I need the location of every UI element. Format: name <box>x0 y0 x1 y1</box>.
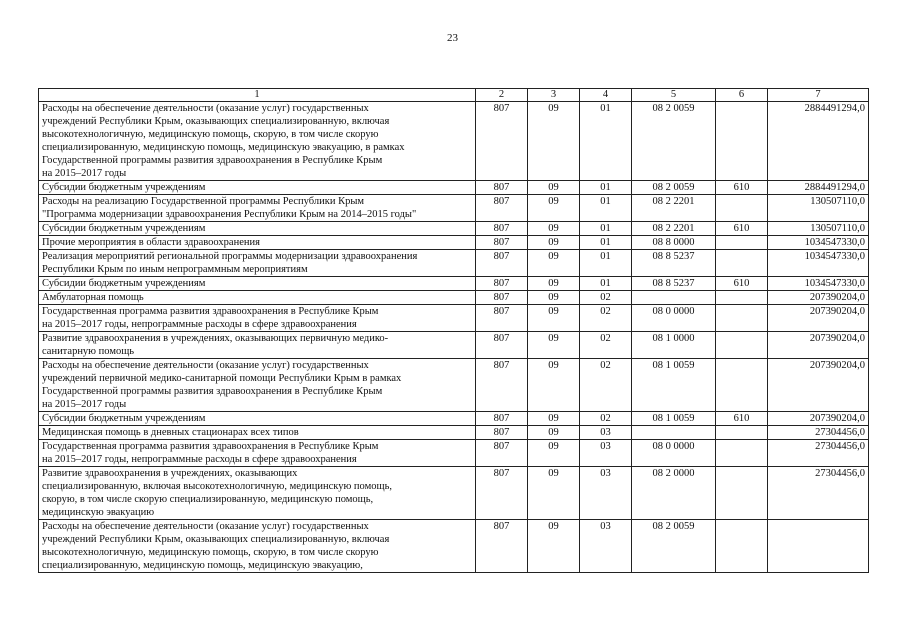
table-row <box>39 359 869 412</box>
line-item-name: Развитие здравоохранения в учреждениях, оказывающих специализированную, включая высокотехнологичную, медицинскую помощь, скорую, в том числе скорую специализированную, медицинскую помощь, медицинскую эвакуацию <box>39 467 476 520</box>
cell-col-2: 807 <box>476 520 528 573</box>
cell-col-6 <box>716 291 768 305</box>
table-row <box>39 332 869 359</box>
cell-col-2: 807 <box>476 250 528 277</box>
cell-col-5: 08 2 2201 <box>632 195 716 222</box>
cell-col-5: 08 2 0059 <box>632 520 716 573</box>
table-row <box>39 222 869 236</box>
cell-col-6: 610 <box>716 277 768 291</box>
cell-amount: 1034547330,0 <box>768 236 869 250</box>
cell-col-6 <box>716 467 768 520</box>
cell-amount: 27304456,0 <box>768 440 869 467</box>
table-row <box>39 426 869 440</box>
cell-col-5: 08 2 0059 <box>632 181 716 195</box>
cell-col-3: 09 <box>528 250 580 277</box>
cell-col-3: 09 <box>528 467 580 520</box>
line-item-name: Расходы на обеспечение деятельности (оказание услуг) государственных учреждений Республики Крым, оказывающих специализированную, включая высокотехнологичную, медицинскую помощь, скорую, в том числе скорую специализированную, медицинскую помощь, медицинскую эвакуацию, в рамках Государственной программы развития здравоохранения в Республике Крым на 2015–2017 годы <box>39 102 476 181</box>
cell-amount: 130507110,0 <box>768 222 869 236</box>
cell-col-3: 09 <box>528 277 580 291</box>
cell-amount: 1034547330,0 <box>768 250 869 277</box>
cell-col-2: 807 <box>476 102 528 181</box>
cell-col-3: 09 <box>528 440 580 467</box>
cell-col-3: 09 <box>528 412 580 426</box>
cell-col-2: 807 <box>476 412 528 426</box>
cell-col-4: 01 <box>580 195 632 222</box>
cell-col-6: 610 <box>716 222 768 236</box>
header-cell: 2 <box>476 89 528 102</box>
cell-amount: 1034547330,0 <box>768 277 869 291</box>
cell-col-4: 03 <box>580 520 632 573</box>
cell-col-6 <box>716 426 768 440</box>
cell-col-2: 807 <box>476 291 528 305</box>
cell-col-2: 807 <box>476 332 528 359</box>
table-row <box>39 277 869 291</box>
cell-col-5 <box>632 291 716 305</box>
table-row <box>39 181 869 195</box>
cell-col-5: 08 1 0059 <box>632 412 716 426</box>
cell-col-6 <box>716 305 768 332</box>
line-item-name: Субсидии бюджетным учреждениям <box>39 222 476 236</box>
cell-col-4: 03 <box>580 440 632 467</box>
cell-col-6 <box>716 359 768 412</box>
cell-col-5: 08 2 2201 <box>632 222 716 236</box>
cell-amount: 207390204,0 <box>768 359 869 412</box>
cell-col-3: 09 <box>528 195 580 222</box>
cell-col-3: 09 <box>528 291 580 305</box>
cell-col-4: 02 <box>580 305 632 332</box>
line-item-name: Субсидии бюджетным учреждениям <box>39 277 476 291</box>
table-row <box>39 412 869 426</box>
budget-table <box>38 88 869 573</box>
cell-col-4: 02 <box>580 359 632 412</box>
line-item-name: Государственная программа развития здравоохранения в Республике Крым на 2015–2017 годы, непрограммные расходы в сфере здравоохранения <box>39 440 476 467</box>
table-body <box>39 102 869 573</box>
table-row <box>39 467 869 520</box>
cell-col-5: 08 2 0000 <box>632 467 716 520</box>
cell-col-3: 09 <box>528 305 580 332</box>
cell-col-4: 01 <box>580 277 632 291</box>
cell-amount <box>768 520 869 573</box>
cell-col-6 <box>716 520 768 573</box>
line-item-name: Субсидии бюджетным учреждениям <box>39 181 476 195</box>
cell-col-6: 610 <box>716 181 768 195</box>
cell-col-5: 08 2 0059 <box>632 102 716 181</box>
cell-col-6 <box>716 332 768 359</box>
cell-amount: 2884491294,0 <box>768 181 869 195</box>
cell-col-6 <box>716 102 768 181</box>
cell-amount: 207390204,0 <box>768 332 869 359</box>
cell-col-2: 807 <box>476 236 528 250</box>
table-row <box>39 195 869 222</box>
table-row <box>39 440 869 467</box>
header-cell: 3 <box>528 89 580 102</box>
cell-col-2: 807 <box>476 440 528 467</box>
cell-col-5 <box>632 426 716 440</box>
cell-col-4: 02 <box>580 332 632 359</box>
table-row <box>39 520 869 573</box>
table-row <box>39 102 869 181</box>
line-item-name: Государственная программа развития здравоохранения в Республике Крым на 2015–2017 годы, непрограммные расходы в сфере здравоохранения <box>39 305 476 332</box>
cell-col-3: 09 <box>528 181 580 195</box>
cell-amount: 207390204,0 <box>768 291 869 305</box>
cell-col-2: 807 <box>476 359 528 412</box>
table-row <box>39 236 869 250</box>
cell-col-5: 08 0 0000 <box>632 440 716 467</box>
cell-col-5: 08 0 0000 <box>632 305 716 332</box>
cell-col-6 <box>716 440 768 467</box>
header-row <box>39 89 869 102</box>
cell-amount: 207390204,0 <box>768 305 869 332</box>
table-row <box>39 305 869 332</box>
cell-amount: 130507110,0 <box>768 195 869 222</box>
page-number: 23 <box>447 32 458 44</box>
header-cell: 5 <box>632 89 716 102</box>
line-item-name: Развитие здравоохранения в учреждениях, оказывающих первичную медико- санитарную помощь <box>39 332 476 359</box>
cell-col-4: 01 <box>580 222 632 236</box>
cell-amount: 27304456,0 <box>768 467 869 520</box>
line-item-name: Медицинская помощь в дневных стационарах всех типов <box>39 426 476 440</box>
header-cell: 4 <box>580 89 632 102</box>
line-item-name: Прочие мероприятия в области здравоохранения <box>39 236 476 250</box>
cell-col-6 <box>716 236 768 250</box>
cell-col-6: 610 <box>716 412 768 426</box>
cell-col-6 <box>716 195 768 222</box>
line-item-name: Реализация мероприятий региональной программы модернизации здравоохранения Республики Крым по иным непрограммным мероприятиям <box>39 250 476 277</box>
cell-col-3: 09 <box>528 426 580 440</box>
cell-col-3: 09 <box>528 222 580 236</box>
cell-col-5: 08 8 5237 <box>632 277 716 291</box>
line-item-name: Расходы на обеспечение деятельности (оказание услуг) государственных учреждений Республики Крым, оказывающих специализированную, включая высокотехнологичную, медицинскую помощь, скорую, в том числе скорую специализированную, медицинскую помощь, медицинскую эвакуацию, <box>39 520 476 573</box>
cell-col-4: 01 <box>580 102 632 181</box>
header-cell: 6 <box>716 89 768 102</box>
cell-col-2: 807 <box>476 195 528 222</box>
table-row <box>39 250 869 277</box>
cell-col-4: 02 <box>580 412 632 426</box>
cell-amount: 27304456,0 <box>768 426 869 440</box>
cell-col-4: 03 <box>580 426 632 440</box>
cell-col-4: 01 <box>580 236 632 250</box>
cell-col-4: 02 <box>580 291 632 305</box>
line-item-name: Расходы на обеспечение деятельности (оказание услуг) государственных учреждений первичной медико-санитарной помощи Республики Крым в рамках Государственной программы развития здравоохранения в Республике Крым на 2015–2017 годы <box>39 359 476 412</box>
cell-col-5: 08 8 0000 <box>632 236 716 250</box>
cell-col-2: 807 <box>476 277 528 291</box>
cell-col-4: 01 <box>580 181 632 195</box>
cell-col-2: 807 <box>476 426 528 440</box>
cell-col-2: 807 <box>476 305 528 332</box>
cell-col-3: 09 <box>528 332 580 359</box>
cell-col-6 <box>716 250 768 277</box>
header-cell: 7 <box>768 89 869 102</box>
cell-amount: 207390204,0 <box>768 412 869 426</box>
line-item-name: Субсидии бюджетным учреждениям <box>39 412 476 426</box>
cell-col-4: 01 <box>580 250 632 277</box>
line-item-name: Амбулаторная помощь <box>39 291 476 305</box>
cell-col-3: 09 <box>528 102 580 181</box>
cell-col-3: 09 <box>528 359 580 412</box>
cell-amount: 2884491294,0 <box>768 102 869 181</box>
line-item-name: Расходы на реализацию Государственной программы Республики Крым "Программа модернизации здравоохранения Республики Крым на 2014–2015 годы" <box>39 195 476 222</box>
cell-col-2: 807 <box>476 181 528 195</box>
cell-col-5: 08 1 0059 <box>632 359 716 412</box>
cell-col-3: 09 <box>528 236 580 250</box>
cell-col-4: 03 <box>580 467 632 520</box>
cell-col-5: 08 1 0000 <box>632 332 716 359</box>
cell-col-3: 09 <box>528 520 580 573</box>
cell-col-5: 08 8 5237 <box>632 250 716 277</box>
cell-col-2: 807 <box>476 467 528 520</box>
header-cell: 1 <box>39 89 476 102</box>
cell-col-2: 807 <box>476 222 528 236</box>
table-row <box>39 291 869 305</box>
